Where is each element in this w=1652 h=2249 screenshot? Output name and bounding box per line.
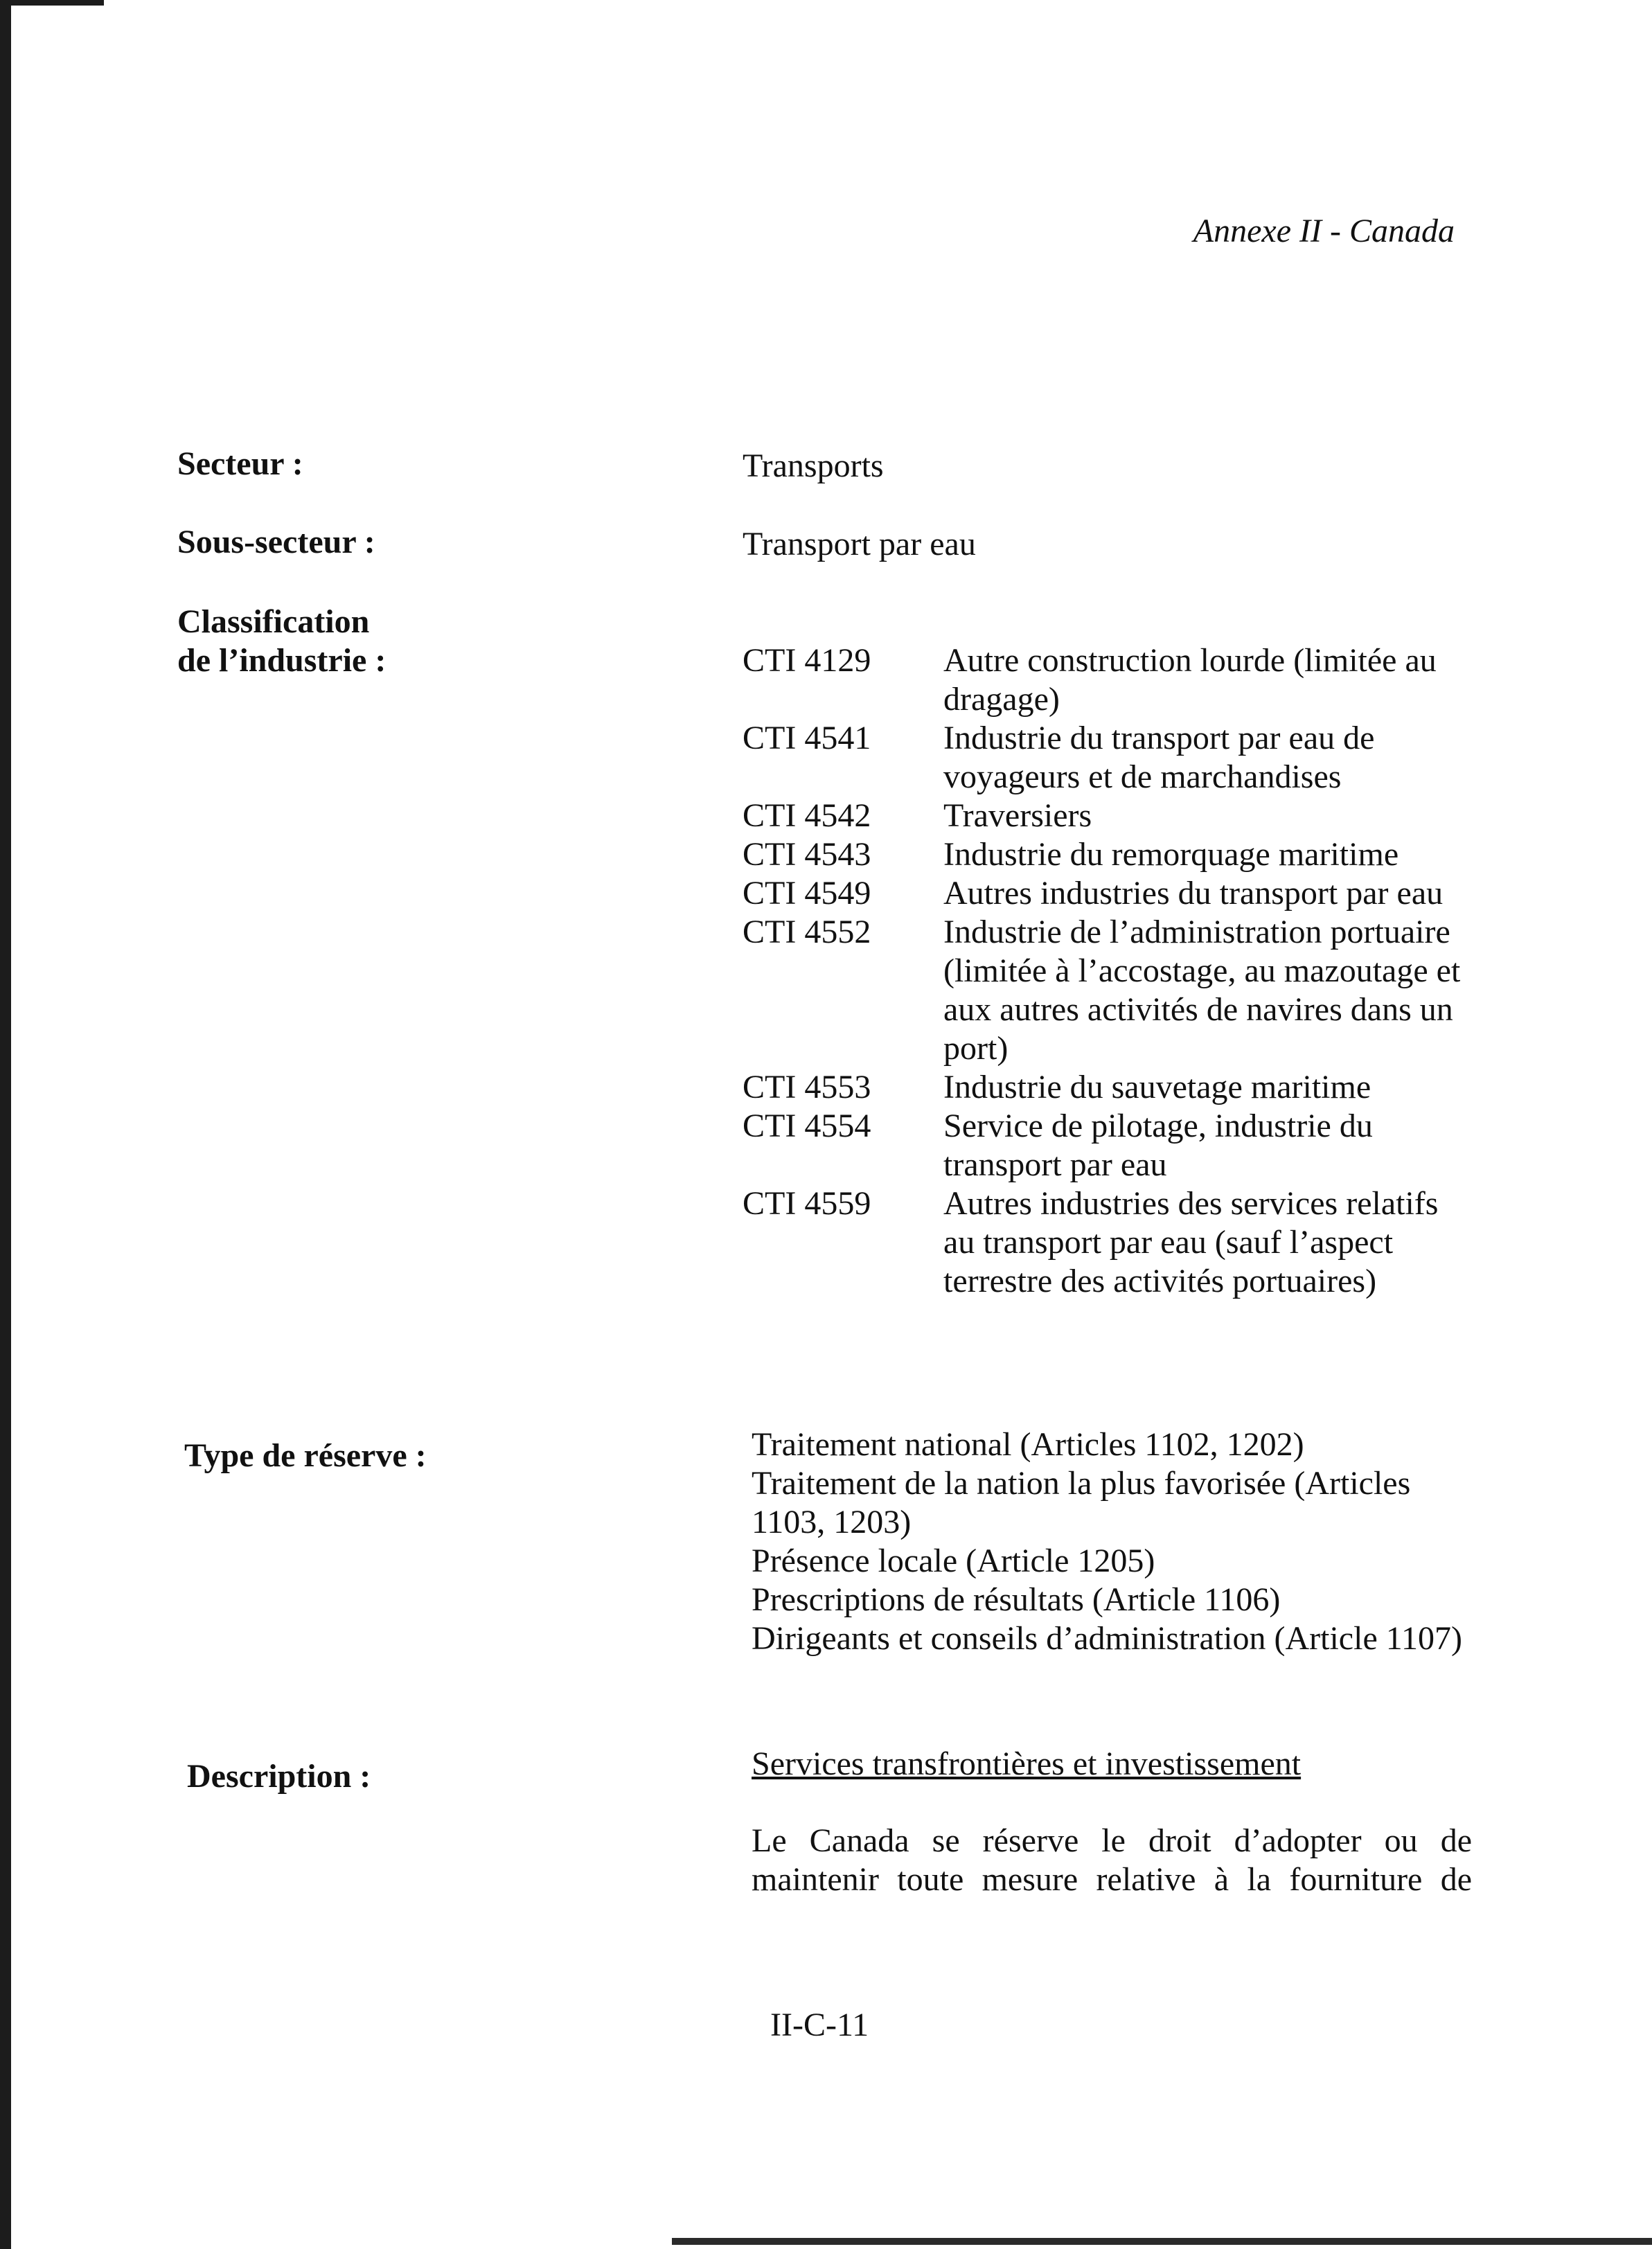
classification-list: [743, 641, 1470, 1301]
label-classification-line1: Classification: [177, 603, 370, 640]
cti-code: CTI 4552: [743, 914, 871, 950]
classification-row: [743, 913, 1470, 1068]
label-classification-line2: de l’industrie :: [177, 642, 387, 679]
binding-edge: [0, 0, 11, 2249]
description-heading-text: Services transfrontières et investissement: [752, 1745, 1302, 1782]
annex-header: Annexe II - Canada: [1193, 213, 1455, 249]
bottom-rule: [672, 2238, 1652, 2245]
cti-code: CTI 4549: [743, 875, 871, 912]
label-classification: [177, 603, 386, 680]
label-type-reserve: Type de réserve :: [184, 1437, 427, 1474]
classification-row: [743, 1107, 1470, 1184]
cti-description: Autres industries du transport par eau: [943, 875, 1444, 912]
type-reserve-list: [752, 1425, 1472, 1658]
cti-description: Industrie du transport par eau de voyageurs et de marchandises: [943, 720, 1375, 795]
value-sous-secteur: Transport par eau: [743, 526, 976, 562]
description-text: [752, 1822, 1472, 1899]
binding-edge-top: [0, 0, 104, 6]
cti-code: CTI 4554: [743, 1108, 871, 1144]
cti-description: Traversiers: [943, 797, 1092, 834]
cti-code: CTI 4559: [743, 1185, 871, 1222]
cti-description: Autres industries des services relatifs au transport par eau (sauf l’aspect terrestre des activités portuaires): [943, 1185, 1439, 1299]
cti-description: Autre construction lourde (limitée au dragage): [943, 642, 1437, 718]
description-heading: [752, 1745, 1472, 1784]
classification-row: [743, 641, 1470, 719]
value-secteur: Transports: [743, 447, 884, 484]
cti-code: CTI 4553: [743, 1069, 871, 1105]
cti-code: CTI 4129: [743, 642, 871, 679]
page-number: II-C-11: [770, 2007, 869, 2043]
classification-row: [743, 874, 1470, 913]
reserve-item: Présence locale (Article 1205): [752, 1543, 1155, 1579]
cti-code: CTI 4541: [743, 720, 871, 756]
classification-row: [743, 797, 1470, 835]
reserve-item: Prescriptions de résultats (Article 1106): [752, 1581, 1281, 1618]
cti-description: Industrie du sauvetage maritime: [943, 1069, 1371, 1105]
cti-code: CTI 4542: [743, 797, 871, 834]
label-description: Description :: [187, 1758, 371, 1795]
cti-description: Industrie du remorquage maritime: [943, 836, 1399, 873]
description-line: maintenir toute mesure relative à la fourniture de: [752, 1861, 1472, 1898]
cti-description: Industrie de l’administration portuaire (limitée à l’accostage, au mazoutage et aux autres activités de navires dans un port): [943, 914, 1461, 1067]
classification-row: [743, 719, 1470, 797]
classification-row: [743, 1068, 1470, 1107]
classification-row: [743, 1184, 1470, 1301]
reserve-item: Traitement de la nation la plus favorisée (Articles 1103, 1203): [752, 1465, 1411, 1540]
reserve-item: Traitement national (Articles 1102, 1202): [752, 1426, 1304, 1463]
label-sous-secteur: Sous-secteur :: [177, 524, 375, 560]
label-secteur: Secteur :: [177, 445, 303, 482]
cti-description: Service de pilotage, industrie du transport par eau: [943, 1108, 1373, 1183]
cti-code: CTI 4543: [743, 836, 871, 873]
reserve-item: Dirigeants et conseils d’administration (Article 1107): [752, 1620, 1462, 1657]
description-line: Le Canada se réserve le droit d’adopter ou de: [752, 1822, 1472, 1859]
classification-row: [743, 835, 1470, 874]
